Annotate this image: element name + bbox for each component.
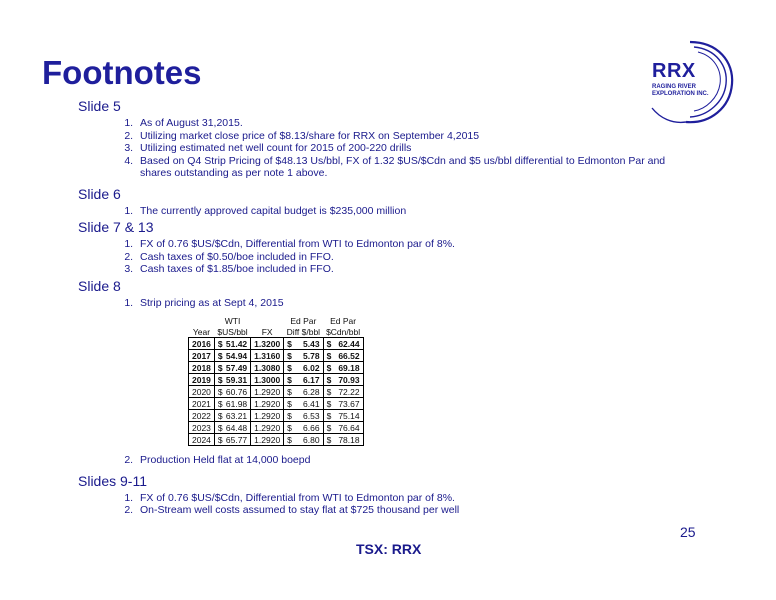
- table-cell-currency: $: [214, 386, 222, 398]
- table-cell-fx: 1.3200: [251, 338, 284, 350]
- footnote-list: [78, 238, 698, 276]
- logo-text: RRX: [652, 60, 696, 82]
- table-cell-year: 2018: [189, 362, 215, 374]
- list-item: 1. Strip pricing as at Sept 4, 2015: [136, 297, 698, 310]
- table-cell-wti: 64.48: [223, 422, 251, 434]
- table-cell-currency: $: [214, 362, 222, 374]
- table-cell-currency: $: [323, 422, 332, 434]
- table-cell-fx: 1.2920: [251, 422, 284, 434]
- logo-subtitle: RAGING RIVER EXPLORATION INC.: [652, 84, 709, 97]
- table-cell-diff: 5.43: [294, 338, 323, 350]
- table-cell-currency: $: [323, 338, 332, 350]
- table-cell-wti: 51.42: [223, 338, 251, 350]
- table-cell-currency: $: [284, 422, 294, 434]
- table-cell-currency: $: [214, 410, 222, 422]
- table-cell-currency: $: [214, 422, 222, 434]
- table-cell-diff: 6.28: [294, 386, 323, 398]
- table-cell-wti: 59.31: [223, 374, 251, 386]
- table-cell-year: 2017: [189, 350, 215, 362]
- table-row: [189, 350, 364, 362]
- list-item: 2. Utilizing market close price of $8.13/share for RRX on September 4,2015: [136, 130, 698, 143]
- table-cell-diff: 6.02: [294, 362, 323, 374]
- list-item: 1. FX of 0.76 $US/$Cdn, Differential from WTI to Edmonton par of 8%.: [136, 492, 698, 505]
- table-row: [189, 374, 364, 386]
- list-item: 1. As of August 31,2015.: [136, 117, 698, 130]
- table-cell-diff: 6.80: [294, 434, 323, 446]
- table-cell-currency: $: [284, 374, 294, 386]
- table-row: [189, 386, 364, 398]
- table-cell-cdn: 66.52: [332, 350, 363, 362]
- section-heading: Slide 5: [78, 98, 121, 114]
- table-cell-year: 2023: [189, 422, 215, 434]
- table-header-cell: $US/bbl: [217, 326, 248, 337]
- table-cell-cdn: 78.18: [332, 434, 363, 446]
- table-header-cell: WTI: [224, 315, 241, 326]
- table-cell-diff: 6.41: [294, 398, 323, 410]
- table-cell-wti: 65.77: [223, 434, 251, 446]
- list-item: 2. Cash taxes of $0.50/boe included in FFO.: [136, 251, 698, 264]
- footnote-list: [78, 117, 698, 180]
- table-cell-wti: 57.49: [223, 362, 251, 374]
- table-row: [189, 338, 364, 350]
- section-heading: Slide 8: [78, 277, 121, 294]
- list-item: 1. The currently approved capital budget is $235,000 million: [136, 205, 698, 218]
- table-cell-fx: 1.2920: [251, 398, 284, 410]
- table-row: [189, 434, 364, 446]
- table-header-cell: [251, 315, 284, 326]
- table-cell-year: 2024: [189, 434, 215, 446]
- table-cell-currency: $: [323, 398, 332, 410]
- table-header-row: [189, 326, 364, 338]
- table-cell-currency: $: [214, 434, 222, 446]
- table-header-cell: Ed Par: [330, 315, 357, 326]
- table-cell-cdn: 62.44: [332, 338, 363, 350]
- table-row: [189, 362, 364, 374]
- table-cell-currency: $: [214, 350, 222, 362]
- table-cell-currency: $: [323, 362, 332, 374]
- table-header-cell: Year: [192, 326, 211, 337]
- table-cell-diff: 5.78: [294, 350, 323, 362]
- table-cell-currency: $: [323, 374, 332, 386]
- footnotes-content: [78, 98, 698, 519]
- page-number: 25: [680, 524, 696, 540]
- table-cell-currency: $: [284, 434, 294, 446]
- table-header-cell: Ed Par: [290, 315, 317, 326]
- footnote-list: [78, 454, 698, 467]
- table-cell-currency: $: [284, 338, 294, 350]
- table-cell-cdn: 72.22: [332, 386, 363, 398]
- table-cell-year: 2021: [189, 398, 215, 410]
- table-cell-wti: 63.21: [223, 410, 251, 422]
- table-header-cell: [189, 315, 215, 326]
- table-cell-currency: $: [323, 410, 332, 422]
- table-cell-diff: 6.66: [294, 422, 323, 434]
- table-cell-currency: $: [284, 386, 294, 398]
- table-row: [189, 410, 364, 422]
- table-cell-wti: 54.94: [223, 350, 251, 362]
- table-row: [189, 422, 364, 434]
- table-cell-currency: $: [323, 386, 332, 398]
- table-cell-fx: 1.3160: [251, 350, 284, 362]
- table-cell-cdn: 73.67: [332, 398, 363, 410]
- table-cell-wti: 60.76: [223, 386, 251, 398]
- footer-ticker: TSX: RRX: [356, 541, 422, 557]
- table-header-row: [189, 315, 364, 326]
- table-cell-year: 2020: [189, 386, 215, 398]
- footnote-list: [78, 205, 698, 218]
- footnote-list: [78, 297, 698, 310]
- table-cell-fx: 1.3080: [251, 362, 284, 374]
- table-cell-currency: $: [323, 350, 332, 362]
- list-item: 2. Production Held flat at 14,000 boepd: [136, 454, 698, 467]
- section-heading: Slide 6: [78, 185, 121, 202]
- table-cell-fx: 1.3000: [251, 374, 284, 386]
- table-row: [189, 398, 364, 410]
- table-header-cell: Diff $/bbl: [286, 326, 321, 337]
- table-cell-fx: 1.2920: [251, 386, 284, 398]
- table-cell-fx: 1.2920: [251, 434, 284, 446]
- list-item: 2. On-Stream well costs assumed to stay flat at $725 thousand per well: [136, 504, 698, 517]
- footnote-list: [78, 492, 698, 517]
- strip-table-body: [189, 338, 364, 446]
- page-title: Footnotes: [42, 54, 202, 91]
- table-cell-cdn: 76.64: [332, 422, 363, 434]
- table-cell-currency: $: [214, 338, 222, 350]
- list-item: 3. Cash taxes of $1.85/boe included in FFO.: [136, 263, 698, 276]
- table-cell-cdn: 70.93: [332, 374, 363, 386]
- table-cell-diff: 6.53: [294, 410, 323, 422]
- table-cell-currency: $: [323, 434, 332, 446]
- list-item: 1. FX of 0.76 $US/$Cdn, Differential from WTI to Edmonton par of 8%.: [136, 238, 698, 251]
- table-cell-year: 2016: [189, 338, 215, 350]
- table-cell-currency: $: [214, 374, 222, 386]
- table-cell-wti: 61.98: [223, 398, 251, 410]
- strip-pricing-table: [188, 315, 364, 446]
- table-cell-currency: $: [284, 350, 294, 362]
- table-cell-cdn: 75.14: [332, 410, 363, 422]
- table-cell-year: 2022: [189, 410, 215, 422]
- table-header-cell: $Cdn/bbl: [326, 326, 361, 337]
- table-header-cell: FX: [261, 326, 273, 337]
- table-cell-diff: 6.17: [294, 374, 323, 386]
- list-item: 3. Utilizing estimated net well count for 2015 of 200-220 drills: [136, 142, 698, 155]
- table-cell-year: 2019: [189, 374, 215, 386]
- section-heading: Slides 9-11: [78, 472, 148, 489]
- list-item: 4. Based on Q4 Strip Pricing of $48.13 Us/bbl, FX of 1.32 $US/$Cdn and $5 us/bbl differential to Edmonton Par and shares outstanding as per note 1 above.: [136, 155, 698, 180]
- table-cell-cdn: 69.18: [332, 362, 363, 374]
- table-cell-fx: 1.2920: [251, 410, 284, 422]
- table-cell-currency: $: [284, 362, 294, 374]
- table-cell-currency: $: [284, 410, 294, 422]
- table-cell-currency: $: [284, 398, 294, 410]
- section-heading: Slide 7 & 13: [78, 219, 154, 235]
- table-cell-currency: $: [214, 398, 222, 410]
